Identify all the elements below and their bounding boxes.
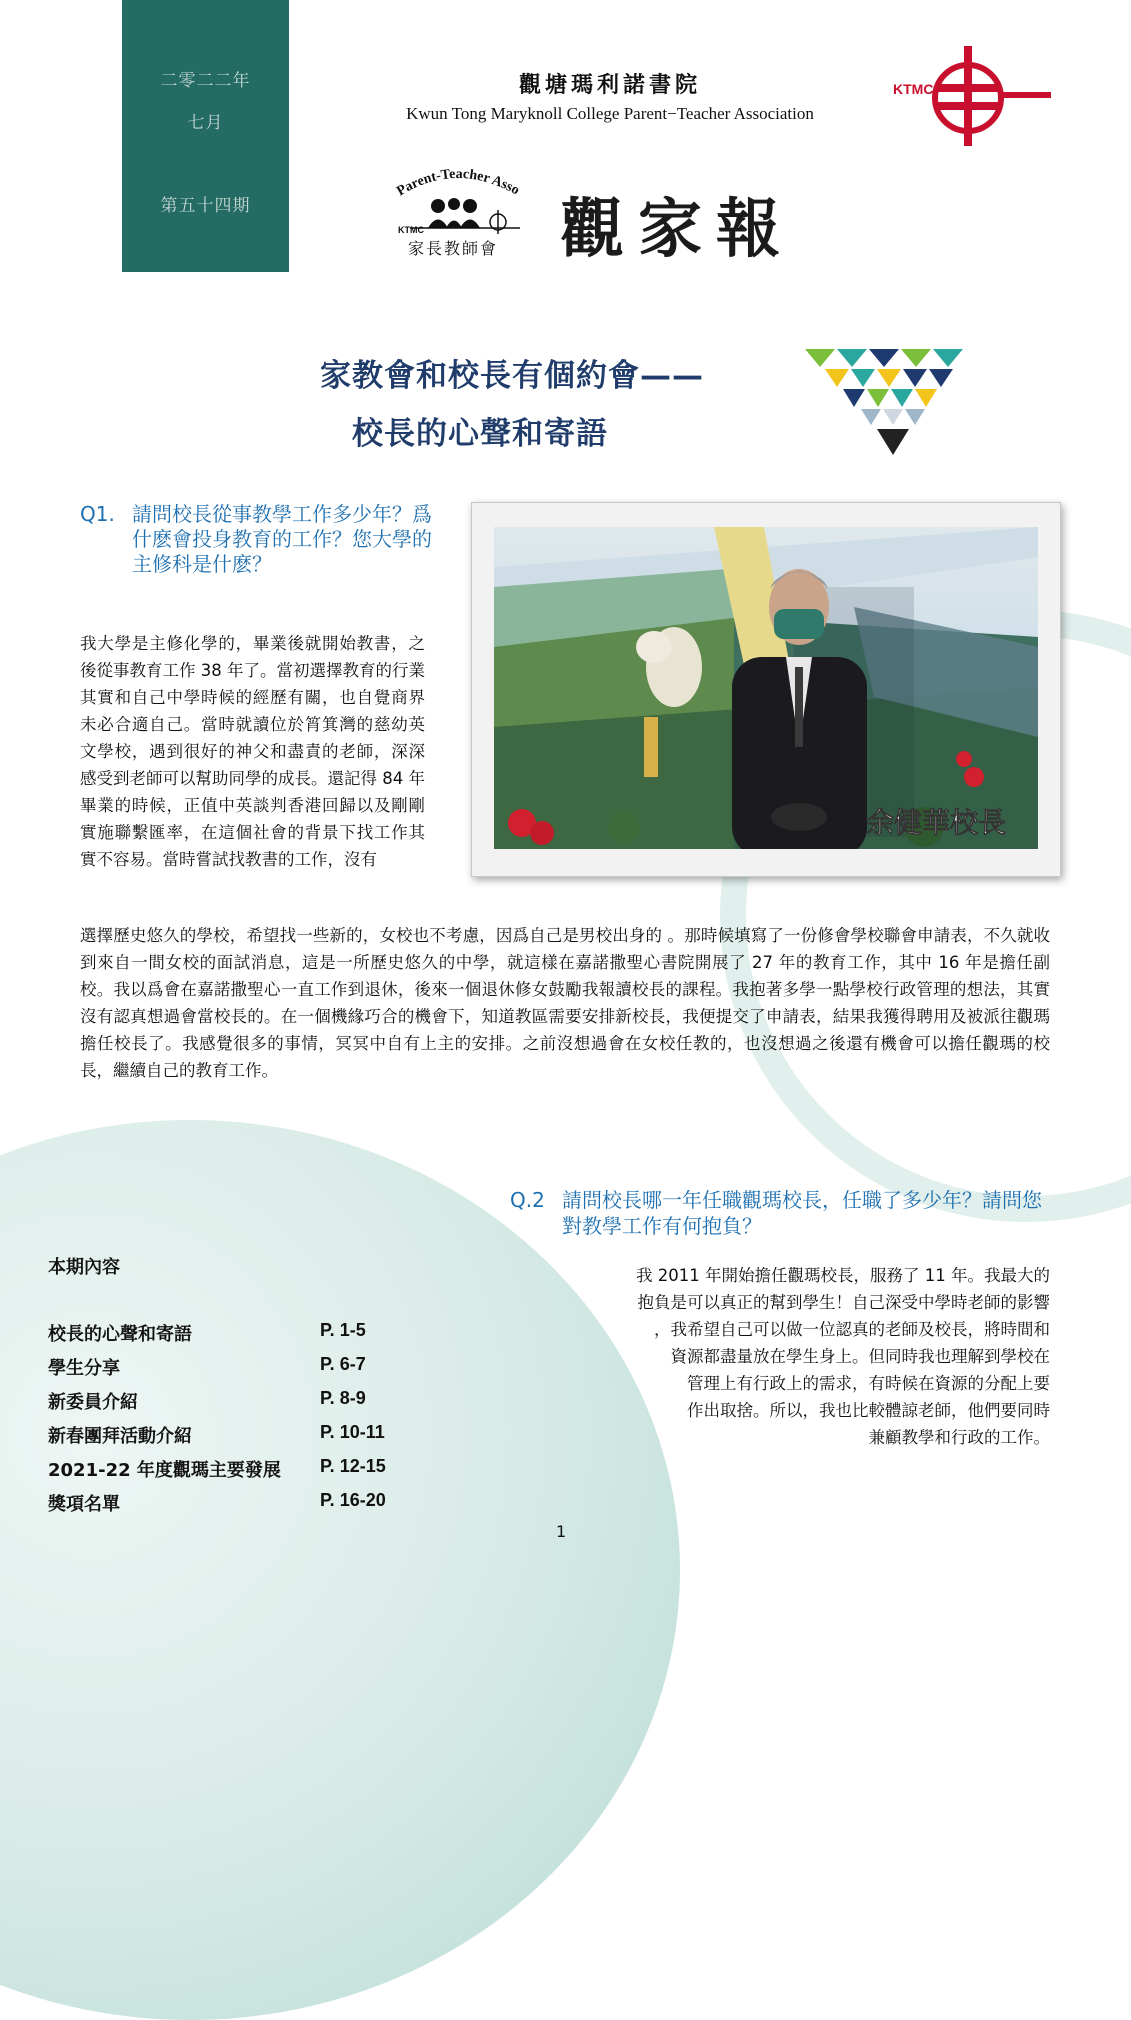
toc-item-page: P. 1-5	[320, 1320, 366, 1340]
answer-2-line: ，我希望自己可以做一位認真的老師及校長，將時間和	[654, 1320, 1050, 1339]
page-number: 1	[556, 1522, 567, 1541]
svg-text:Parent-Teacher Association	[390, 166, 522, 199]
principal-photo	[494, 527, 1038, 849]
issue-month: 七月	[187, 113, 224, 133]
toc-item[interactable]	[48, 1354, 428, 1388]
toc-item-page: P. 6-7	[320, 1354, 366, 1374]
toc-item-page: P. 12-15	[320, 1456, 386, 1476]
answer-2-line: 作出取捨。所以，我也比較體諒老師，他們要同時	[687, 1401, 1050, 1420]
toc-item-label: 新委員介紹	[48, 1392, 138, 1413]
pta-logo	[390, 166, 540, 266]
issue-info-box	[122, 0, 289, 272]
pta-name-chinese: 家長教師會	[408, 239, 499, 258]
toc-item-label: 2021-22 年度觀瑪主要發展	[48, 1460, 281, 1481]
question-1-text: 請問校長從事教學工作多少年？爲什麽會投身教育的工作？您大學的主修科是什麽？	[132, 502, 432, 576]
toc-title: 本期內容	[48, 1257, 120, 1278]
question-1-number: Q1.	[80, 502, 115, 526]
toc-item-label: 學生分享	[48, 1358, 120, 1379]
triangles-decoration	[805, 343, 970, 458]
toc-item-page: P. 8-9	[320, 1388, 366, 1408]
article-title-line2: 校長的心聲和寄語	[352, 416, 608, 452]
toc-item[interactable]	[48, 1490, 428, 1524]
question-2-number: Q.2	[510, 1188, 545, 1212]
answer-2	[520, 1262, 1050, 1451]
toc-item-label: 獎項名單	[48, 1494, 120, 1515]
pta-logo-ktmc: KTMC	[398, 225, 424, 235]
pta-logo-text: Parent-Teacher Asso	[394, 166, 522, 200]
toc-item[interactable]	[48, 1456, 428, 1490]
answer-2-line: 兼顧教學和行政的工作。	[868, 1428, 1050, 1447]
answer-2-line: 抱負是可以真正的幫到學生！自己深受中學時老師的影響	[637, 1293, 1050, 1312]
school-name-english: Kwun Tong Maryknoll College Parent−Teacher Association	[406, 104, 814, 123]
photo-caption: 余健華校長	[866, 806, 1007, 839]
answer-1-part1: 我大學是主修化學的，畢業後就開始教書，之後從事教育工作 38 年了。當初選擇教育的行業其實和自己中學時候的經歷有關，也自覺商界未必合適自己。當時就讀位於筲箕灣的慈幼英文學校，遇到很好的神父和盡責的老師，深深感受到老師可以幫助同學的成長。還記得 84 年畢業的時候，正值中英談判香港回歸以及剛剛實施聯繫匯率，在這個社會的背景下找工作其實不容易。當時嘗試找教書的工作，沒有	[80, 634, 425, 869]
principal-photo-frame	[471, 502, 1061, 877]
toc-item-label: 校長的心聲和寄語	[48, 1324, 192, 1345]
table-of-contents	[48, 1320, 428, 1524]
toc-item[interactable]	[48, 1388, 428, 1422]
answer-2-line: 資源都盡量放在學生身上。但同時我也理解到學校在	[670, 1347, 1050, 1366]
toc-item-label: 新春團拜活動介紹	[48, 1426, 192, 1447]
toc-item-page: P. 10-11	[320, 1422, 385, 1442]
answer-1-part2: 選擇歷史悠久的學校，希望找一些新的，女校也不考慮，因爲自己是男校出身的 。那時候填寫了一份修會學校聯會申請表，不久就收到來自一間女校的面試消息，這是一所歷史悠久的中學，就這樣在嘉諾撒聖心書院開展了 27 年的教育工作，其中 16 年是擔任副校。我以爲會在嘉諾撒聖心一直工作到退休，後來一個退休修女鼓勵我報讀校長的課程。我抱著多學一點學校行政管理的想法，其實沒有認真想過會當校長的。在一個機緣巧合的機會下，知道教區需要安排新校長，我便提交了申請表，結果我獲得聘用及被派往觀瑪擔任校長了。我感覺很多的事情，冥冥中自有上主的安排。之前沒想過會在女校任教的，也沒想過之後還有機會可以擔任觀瑪的校長，繼續自己的教育工作。	[80, 926, 1050, 1080]
toc-item[interactable]	[48, 1320, 428, 1354]
toc-item[interactable]	[48, 1422, 428, 1456]
answer-2-line: 我 2011 年開始擔任觀瑪校長，服務了 11 年。我最大的	[636, 1266, 1050, 1285]
toc-item-page: P. 16-20	[320, 1490, 386, 1510]
answer-2-line: 管理上有行政上的需求，有時候在資源的分配上要	[687, 1374, 1050, 1393]
issue-number: 第五十四期	[160, 196, 251, 216]
pta-logo-graphic	[390, 166, 540, 236]
ktmc-logo-text: KTMC	[893, 81, 934, 97]
question-2-text: 請問校長哪一年任職觀瑪校長，任職了多少年？請問您對教學工作有何抱負？	[562, 1188, 1042, 1238]
school-name-chinese: 觀塘瑪利諾書院	[518, 72, 701, 98]
issue-year: 二零二二年	[160, 71, 251, 91]
ktmc-logo	[893, 40, 1053, 150]
newsletter-name: 觀家報	[560, 192, 794, 267]
article-title-line1: 家教會和校長有個約會——	[320, 358, 704, 394]
